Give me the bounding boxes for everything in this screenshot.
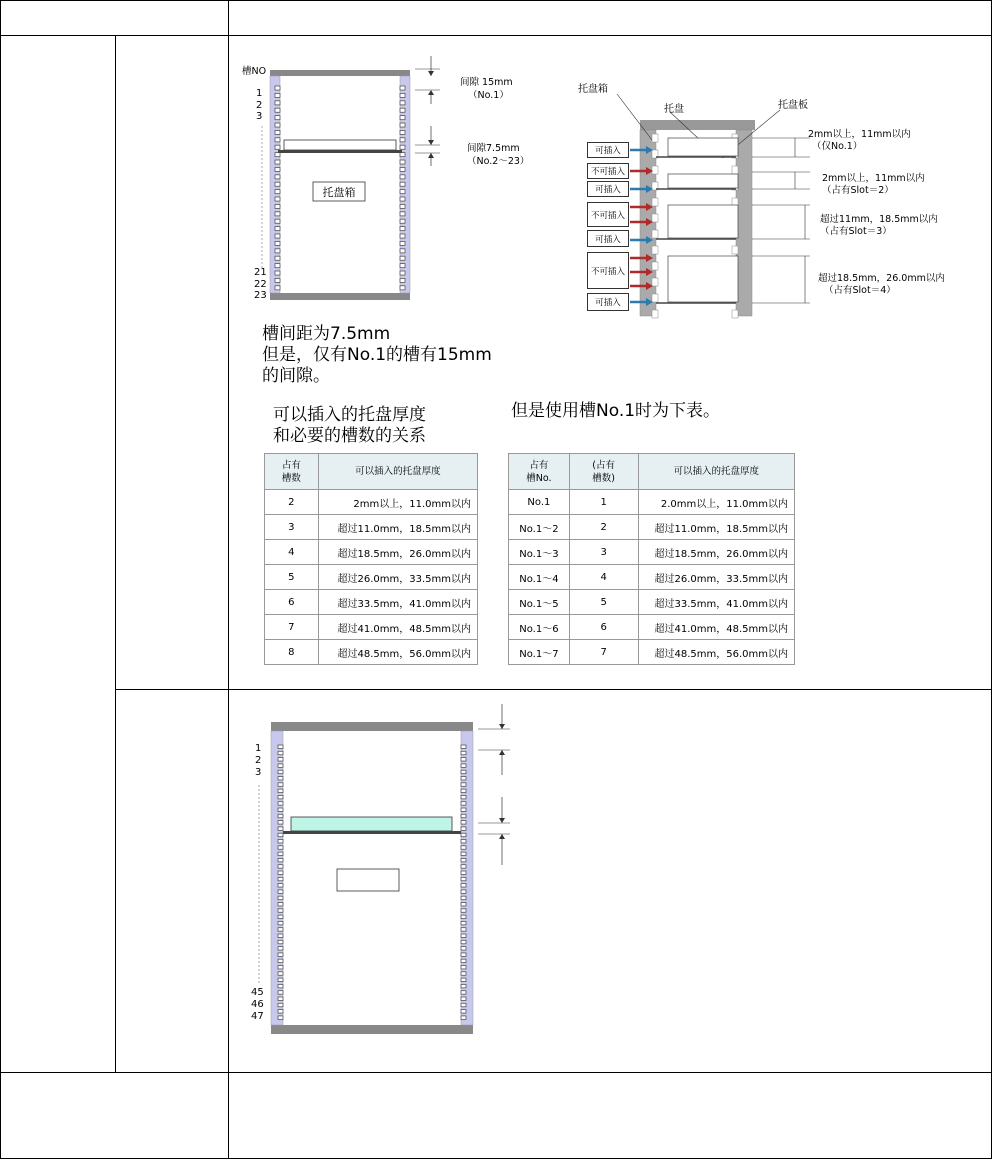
slot-tooth [275, 190, 280, 194]
slot-number: 2 [256, 99, 263, 111]
slot-tooth [400, 138, 405, 142]
table-cell: 4 [265, 540, 319, 565]
label-tray: 托盘 [664, 104, 684, 115]
slot-tooth [461, 915, 466, 918]
table-row [509, 515, 795, 540]
slot-tooth [278, 928, 283, 931]
slot-number: 23 [254, 290, 267, 301]
slot-tooth [400, 234, 405, 238]
title-line: 可以插入的托盘厚度 [273, 405, 426, 425]
table-cell: 6 [569, 615, 638, 640]
note-line: （占有Slot＝2） [822, 185, 894, 196]
slot-tooth [461, 802, 466, 805]
slot-tooth [278, 764, 283, 767]
slot-tooth [275, 86, 280, 90]
slot-tooth [278, 833, 283, 836]
slot-tooth [278, 777, 283, 780]
slot-tooth [461, 934, 466, 937]
slot-number: 47 [251, 1011, 264, 1022]
slot-tooth [275, 175, 280, 179]
insert-label-box: 可插入 [587, 293, 629, 311]
slot-tooth [461, 858, 466, 861]
slot-number: 21 [254, 267, 267, 278]
slot-tooth [461, 940, 466, 943]
slot-tooth [461, 745, 466, 748]
table-cell: No.1～6 [509, 615, 570, 640]
slot-tooth [278, 921, 283, 924]
note-1 [808, 129, 911, 153]
gap2-annotation [467, 142, 529, 168]
slot-tooth [275, 271, 280, 275]
slot-tooth [461, 928, 466, 931]
slot1-thickness-table [508, 453, 795, 665]
slot-tooth [278, 802, 283, 805]
slot-tooth [278, 890, 283, 893]
slot-tooth [278, 795, 283, 798]
table-cell: No.1～2 [509, 515, 570, 540]
slot-tooth [400, 286, 405, 290]
slot-tooth [278, 840, 283, 843]
note-line: 2mm以上，11mm以内 [808, 129, 911, 140]
right-table-title: 但是使用槽No.1时为下表。 [511, 401, 721, 421]
slot-tooth [461, 1003, 466, 1006]
slot-tooth [461, 865, 466, 868]
slot-tooth [400, 153, 405, 157]
note-text: 的间隙。 [262, 366, 330, 386]
slot-tooth [275, 219, 280, 223]
slot-tooth [461, 1016, 466, 1019]
slot-tooth [652, 230, 658, 238]
table-row [265, 615, 478, 640]
slot-tooth [278, 871, 283, 874]
slot-tooth [461, 783, 466, 786]
slot-tooth [275, 123, 280, 127]
slot-tooth [278, 997, 283, 1000]
slot-tooth [278, 940, 283, 943]
insert-label-box: 不可插入 [587, 202, 629, 227]
slot-tooth [400, 197, 405, 201]
slot-tooth [275, 249, 280, 253]
slot-tooth [275, 286, 280, 290]
table-cell: 2 [265, 490, 319, 515]
slot-tooth [461, 827, 466, 830]
slot-tooth [461, 814, 466, 817]
slot-tooth [400, 116, 405, 120]
table-cell: 8 [265, 640, 319, 665]
note-line: 超过11mm，18.5mm以内 [820, 214, 938, 225]
slot-tooth [278, 783, 283, 786]
slot-number: 46 [251, 999, 264, 1010]
table-cell: 超过33.5mm，41.0mm以内 [638, 590, 795, 615]
slot-tooth [278, 991, 283, 994]
slot-number: 45 [251, 987, 264, 998]
slot-tooth [732, 310, 738, 318]
table-row [509, 565, 795, 590]
table-row [265, 515, 478, 540]
table-cell: 1 [569, 490, 638, 515]
insert-label-box: 可插入 [587, 181, 629, 197]
slot-tooth [275, 212, 280, 216]
slot-tooth [400, 167, 405, 171]
slot-number: 22 [254, 278, 267, 290]
gap2-sub: （No.2～23） [467, 156, 530, 167]
slot-tooth [278, 865, 283, 868]
slot-no-label: 槽NO [242, 66, 267, 77]
slot-tooth [461, 896, 466, 899]
slot-tooth [400, 204, 405, 208]
slot-tooth [461, 846, 466, 849]
slot-tooth [461, 758, 466, 761]
note-line: （占有Slot＝3） [820, 226, 892, 237]
slot-tooth [400, 145, 405, 149]
slot-tooth [461, 984, 466, 987]
gap1-label: 间隙 15mm [460, 77, 513, 88]
table-row [265, 565, 478, 590]
slot-tooth [461, 997, 466, 1000]
table-cell: 超过48.5mm，56.0mm以内 [638, 640, 795, 665]
table-cell: 超过41.0mm，48.5mm以内 [318, 615, 477, 640]
slot-diagram-bottom [240, 700, 530, 1040]
note-text: 但是，仅有No.1的槽有15mm [262, 345, 492, 365]
insert-label-box: 可插入 [587, 142, 629, 158]
table-cell: 超过41.0mm，48.5mm以内 [638, 615, 795, 640]
slot-tooth [275, 145, 280, 149]
tray-box-label: 托盘箱 [322, 186, 356, 199]
slot-tooth [400, 264, 405, 268]
table-cell: No.1～7 [509, 640, 570, 665]
slot-tooth [278, 909, 283, 912]
slot-tooth [652, 246, 658, 254]
label-tray-board: 托盘板 [778, 100, 808, 111]
table-row [265, 590, 478, 615]
slot-tooth [278, 896, 283, 899]
slot-tooth [275, 256, 280, 260]
slot-tooth [275, 234, 280, 238]
slot-tooth [278, 789, 283, 792]
slot-tooth [275, 182, 280, 186]
slot-tooth [275, 108, 280, 112]
table-cell: 超过26.0mm，33.5mm以内 [318, 565, 477, 590]
slot-tooth [400, 175, 405, 179]
slot-tooth [275, 93, 280, 97]
table-cell: 3 [265, 515, 319, 540]
slot-tooth [461, 821, 466, 824]
slot-tooth [652, 278, 658, 286]
slot-tooth [278, 884, 283, 887]
slot-tooth [461, 840, 466, 843]
slot-number: 1 [255, 743, 262, 754]
slot-tooth [461, 808, 466, 811]
slot-tooth [461, 877, 466, 880]
label-tray-box: 托盘箱 [578, 84, 608, 95]
slot-number: 3 [256, 111, 263, 122]
slot-tooth [461, 884, 466, 887]
table-row [265, 540, 478, 565]
insert-label-box: 不可插入 [587, 252, 629, 289]
slot-tooth [275, 116, 280, 120]
note-2 [822, 173, 925, 197]
table-cell: 2mm以上，11.0mm以内 [318, 490, 477, 515]
table-row [509, 490, 795, 515]
insert-label-box: 不可插入 [587, 163, 629, 179]
slot-tooth [278, 903, 283, 906]
slot-tooth [732, 246, 738, 254]
table-cell: 2.0mm以上，11.0mm以内 [638, 490, 795, 515]
slot-tooth [461, 966, 466, 969]
table-cell: 超过18.5mm，26.0mm以内 [638, 540, 795, 565]
slot-tooth [400, 160, 405, 164]
slot-tooth [278, 877, 283, 880]
table-cell: No.1 [509, 490, 570, 515]
slot-tooth [461, 972, 466, 975]
slot-tooth [652, 310, 658, 318]
note-3 [820, 214, 938, 238]
slot-tooth [461, 959, 466, 962]
table-cell: 7 [265, 615, 319, 640]
slot-tooth [461, 1010, 466, 1013]
slot-tooth [278, 953, 283, 956]
slot-tooth [732, 166, 738, 174]
slot-tooth [278, 934, 283, 937]
slot-tooth [275, 197, 280, 201]
table-cell: 超过26.0mm，33.5mm以内 [638, 565, 795, 590]
table-row [509, 540, 795, 565]
slot-numbers-top [255, 743, 261, 779]
table-cell: 5 [265, 565, 319, 590]
left-table-title [273, 405, 426, 447]
slot-tooth [278, 770, 283, 773]
table-row [509, 640, 795, 665]
slot-tooth [461, 909, 466, 912]
table-cell: No.1～4 [509, 565, 570, 590]
table-cell: 超过11.0mm，18.5mm以内 [318, 515, 477, 540]
gap1-sub: （No.1） [468, 90, 509, 101]
slot-tooth [400, 227, 405, 231]
slot-tooth [278, 852, 283, 855]
table-cell: 5 [569, 590, 638, 615]
gap1-annotation [460, 76, 513, 102]
slot-tooth [400, 108, 405, 112]
slot-tooth [461, 903, 466, 906]
slot-tooth [400, 182, 405, 186]
slot-tooth [278, 1010, 283, 1013]
slot-tooth [278, 972, 283, 975]
slot-number: 1 [256, 88, 263, 99]
slot-tooth [275, 130, 280, 134]
slot-tooth [400, 271, 405, 275]
slot-tooth [278, 745, 283, 748]
table-header: 可以插入的托盘厚度 [638, 454, 795, 490]
slot-tooth [275, 167, 280, 171]
slot-tooth [652, 262, 658, 270]
slot-tooth [652, 134, 658, 142]
note-line: 超过18.5mm，26.0mm以内 [818, 273, 945, 284]
slot-tooth [461, 751, 466, 754]
slot-tooth [278, 947, 283, 950]
slot-tooth [461, 770, 466, 773]
insert-label-box: 可插入 [587, 230, 629, 247]
slot-tooth [400, 212, 405, 216]
slot-tooth [278, 858, 283, 861]
slot-tooth [400, 101, 405, 105]
slot-tooth [278, 966, 283, 969]
slot-tooth [461, 953, 466, 956]
slot-tooth [461, 795, 466, 798]
slot-numbers-bottom [254, 267, 267, 302]
slot-tooth [400, 249, 405, 253]
slot-tooth [652, 214, 658, 222]
slot-number: 3 [255, 767, 262, 778]
table-header: (占有 槽数) [569, 454, 638, 490]
slot-tooth [652, 294, 658, 302]
slot-tooth [275, 264, 280, 268]
table-cell: 超过11.0mm，18.5mm以内 [638, 515, 795, 540]
slot-tooth [400, 86, 405, 90]
slot-tooth [400, 190, 405, 194]
slot-numbers-top [256, 88, 262, 123]
note-line: （占有Slot＝4） [824, 285, 896, 296]
slot-tooth [278, 821, 283, 824]
table-cell: 4 [569, 565, 638, 590]
slot-tooth [275, 227, 280, 231]
slot-tooth [400, 219, 405, 223]
slot-tooth [400, 130, 405, 134]
slot-tooth [652, 166, 658, 174]
slot-tooth [278, 846, 283, 849]
slot-tooth [275, 101, 280, 105]
slot-tooth [278, 1003, 283, 1006]
table-header: 占有 槽数 [265, 454, 319, 490]
gap2-label: 间隙7.5mm [467, 143, 520, 154]
slot-tooth [461, 852, 466, 855]
slot-tooth [278, 959, 283, 962]
slot-tooth [652, 198, 658, 206]
note-line: （仅No.1） [812, 141, 863, 152]
table-cell: 3 [569, 540, 638, 565]
slot-tooth [275, 241, 280, 245]
title-line: 和必要的槽数的关系 [273, 426, 426, 446]
slot-tooth [275, 153, 280, 157]
table-cell: 超过18.5mm，26.0mm以内 [318, 540, 477, 565]
slot-tooth [400, 241, 405, 245]
slot-tooth [278, 827, 283, 830]
note-4 [818, 273, 945, 297]
slot-tooth [278, 984, 283, 987]
table-row [265, 640, 478, 665]
slot-tooth [275, 160, 280, 164]
slot-tooth [461, 978, 466, 981]
slot-tooth [400, 93, 405, 97]
slot-tooth [275, 138, 280, 142]
slot-tooth [278, 1016, 283, 1019]
slot-tooth [400, 256, 405, 260]
slot-tooth [461, 871, 466, 874]
table-cell: No.1～5 [509, 590, 570, 615]
slot-tooth [461, 991, 466, 994]
slot-tooth [461, 833, 466, 836]
slot-tooth [278, 758, 283, 761]
table-row [509, 615, 795, 640]
table-cell: No.1～3 [509, 540, 570, 565]
slot-pitch-note [262, 324, 492, 387]
thickness-table [264, 453, 478, 665]
table-header: 可以插入的托盘厚度 [318, 454, 477, 490]
slot-tooth [461, 890, 466, 893]
table-header: 占有 槽No. [509, 454, 570, 490]
table-cell: 超过33.5mm，41.0mm以内 [318, 590, 477, 615]
slot-tooth [461, 764, 466, 767]
table-cell: 2 [569, 515, 638, 540]
slot-tooth [275, 204, 280, 208]
slot-tooth [278, 915, 283, 918]
slot-numbers-bottom [251, 987, 264, 1023]
table-cell: 7 [569, 640, 638, 665]
slot-tooth [461, 947, 466, 950]
table-cell: 超过48.5mm，56.0mm以内 [318, 640, 477, 665]
note-line: 2mm以上，11mm以内 [822, 173, 925, 184]
slot-tooth [461, 789, 466, 792]
slot-tooth [461, 921, 466, 924]
slot-tooth [278, 978, 283, 981]
slot-number: 2 [255, 755, 262, 766]
slot-tooth [275, 278, 280, 282]
note-text: 槽间距为7.5mm [262, 324, 391, 344]
table-cell: 6 [265, 590, 319, 615]
slot-tooth [400, 123, 405, 127]
slot-tooth [400, 278, 405, 282]
table-row [265, 490, 478, 515]
slot-tooth [461, 777, 466, 780]
slot-tooth [278, 814, 283, 817]
table-row [509, 590, 795, 615]
slot-tooth [278, 751, 283, 754]
slot-tooth [278, 808, 283, 811]
